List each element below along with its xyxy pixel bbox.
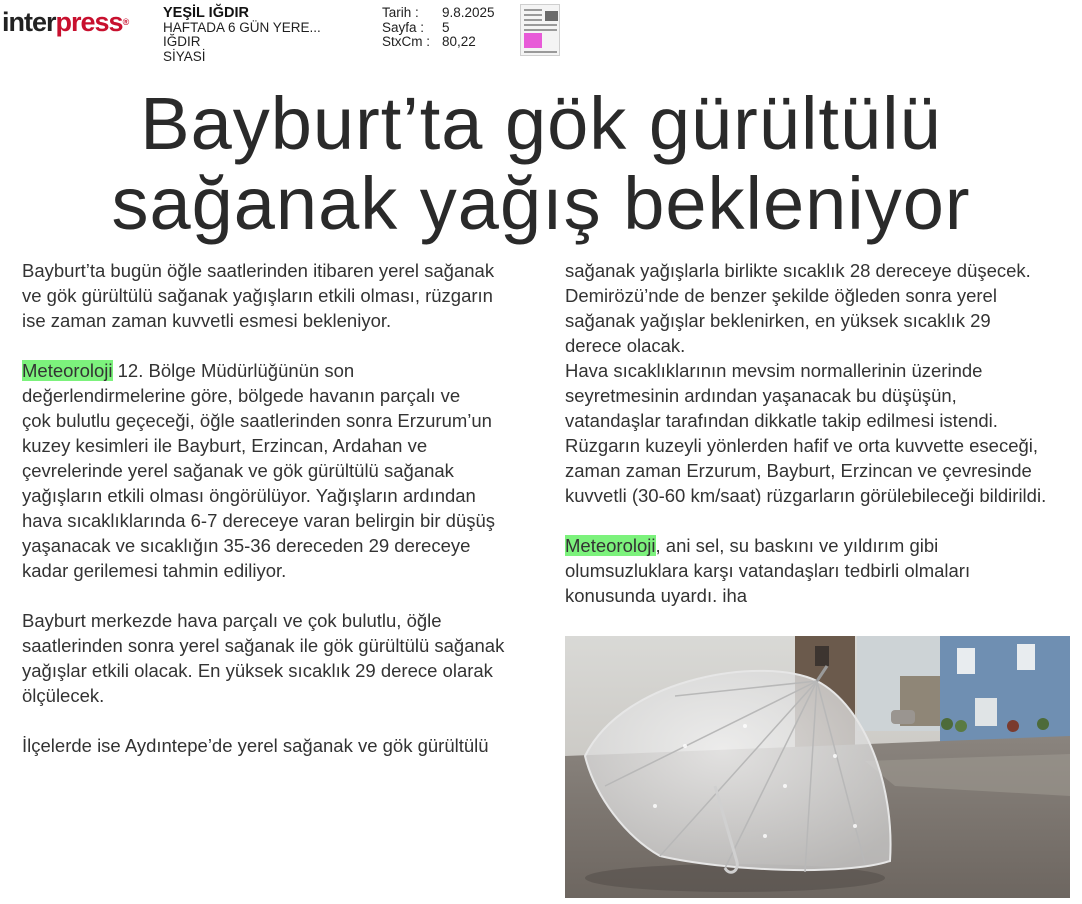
paragraph-6: Meteoroloji, ani sel, su baskını ve yıldırım gibi olumsuzluklara karşı vatandaşları tedbirli olmaları konusunda uyardı. iha <box>565 535 971 606</box>
article-column-left <box>22 258 552 758</box>
meta-date-row <box>382 6 495 21</box>
meta-stxcm-label: StxCm : <box>382 34 431 49</box>
paragraph-2: Meteoroloji 12. Bölge Müdürlüğünün son değerlendirmelerine göre, bölgede havanın parçalı ve çok bulutlu geçeceği, öğle saatlerinden sonra Erzurum’un kuzey kesimleri ile Bayburt, Erzincan, Ardahan ve çevrelerinde yerel sağanak ve gök gürültülü sağanak yağışların etkili olması öngörülüyor. Yağışların ardından hava sıcaklıklarında 6-7 dereceye varan belirgin bir düşüş yaşanacak ve sıcaklığın 35-36 dereceden 29 dereceye kadar gerilemesi tahmin ediliyor. <box>22 360 496 581</box>
publication-name: YEŞİL IĞDIR <box>163 5 249 21</box>
publication-section: SİYASİ <box>163 48 206 64</box>
article-column-right <box>565 258 1082 608</box>
meta-date-value: 9.8.2025 <box>442 5 495 20</box>
article-photo-umbrella <box>565 636 1070 898</box>
interpress-logo <box>2 6 129 38</box>
highlighted-term-2: Meteoroloji <box>565 535 656 556</box>
clip-meta <box>382 6 495 50</box>
headline-line-2: sağanak yağış bekleniyor <box>111 162 971 245</box>
headline-line-1: Bayburt’ta gök gürültülü <box>140 82 942 165</box>
paragraph-3: Bayburt merkezde hava parçalı ve çok bulutlu, öğle saatlerinden sonra yerel sağanak ile gök gürültülü sağanak yağışlar etkili olacak. En yüksek sıcaklık 29 derece olarak ölçülecek. <box>22 610 505 706</box>
paragraph-5: sağanak yağışlarla birlikte sıcaklık 28 dereceye düşecek. Demirözü’nde de benzer şekilde öğleden sonra yerel sağanak yağışlar beklenirken, en yüksek sıcaklık 29 derece olacak. Hava sıcaklıklarının mevsim normallerinin üzerinde seyretmesinin ardından yaşanacak bu düşüşün, vatandaşlar tarafından dikkatle takip edilmesi istendi. Rüzgarın kuzeyli yönlerden hafif ve orta kuvvette eseceği, zaman zaman Erzurum, Bayburt, Erzincan ve çevresinde kuvvetli (30-60 km/saat) rüzgarların görülebileceği bildirildi. <box>565 260 1047 506</box>
thumbnail-highlight <box>524 33 542 48</box>
logo-part-2: press <box>55 7 123 37</box>
meta-page-value: 5 <box>442 19 450 35</box>
logo-registered-mark: ® <box>122 17 130 27</box>
highlighted-term: Meteoroloji <box>22 360 113 381</box>
logo-part-1: inter <box>2 7 56 37</box>
publication-city: IĞDIR <box>163 34 201 49</box>
paragraph-4: İlçelerde ise Aydıntepe’de yerel sağanak ve gök gürültülü <box>22 735 489 756</box>
meta-page-label: Sayfa : <box>382 19 425 35</box>
thumbnail-photo <box>545 11 558 21</box>
meta-page-row <box>382 21 495 36</box>
meta-date-label: Tarih : <box>382 5 419 20</box>
page-thumbnail[interactable] <box>520 4 560 56</box>
article-headline <box>0 84 1082 244</box>
publication-edition: HAFTADA 6 GÜN YERE... <box>163 19 321 35</box>
meta-stxcm-value: 80,22 <box>442 34 476 49</box>
meta-stxcm-row <box>382 35 495 50</box>
publication-info <box>163 6 321 64</box>
paragraph-1: Bayburt’ta bugün öğle saatlerinden itibaren yerel sağanak ve gök gürültülü sağanak yağışların etkili olması, rüzgarın ise zaman zaman kuvvetli esmesi bekleniyor. <box>22 260 495 331</box>
